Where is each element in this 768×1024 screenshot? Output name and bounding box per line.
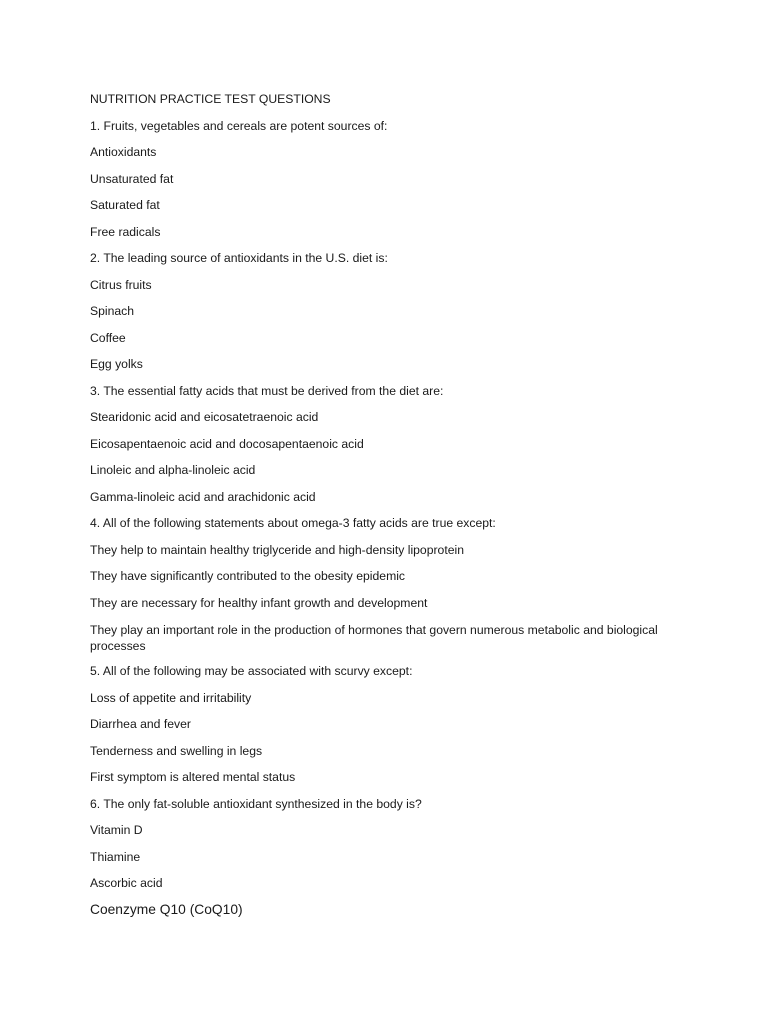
question-5-option-2: Diarrhea and fever xyxy=(90,717,191,731)
page-title: NUTRITION PRACTICE TEST QUESTIONS xyxy=(90,92,331,106)
question-1-option-3: Saturated fat xyxy=(90,198,160,212)
question-1-option-1: Antioxidants xyxy=(90,145,157,159)
question-1-option-4: Free radicals xyxy=(90,224,161,239)
question-2-option-1: Citrus fruits xyxy=(90,277,152,292)
question-5-option-3: Tenderness and swelling in legs xyxy=(90,743,263,758)
question-1-option-2: Unsaturated fat xyxy=(90,171,174,186)
question-2: 2. The leading source of antioxidants in the U.S. diet is: xyxy=(90,251,388,265)
question-6-option-3: Ascorbic acid xyxy=(90,876,163,890)
question-2-option-3: Coffee xyxy=(90,330,126,345)
question-5-option-4: First symptom is altered mental status xyxy=(90,770,296,784)
question-3-option-4: Gamma-linoleic acid and arachidonic acid xyxy=(90,489,316,504)
question-4-option-3: They are necessary for healthy infant growth and development xyxy=(90,595,428,610)
question-4-option-1: They help to maintain healthy triglyceride and high-density lipoprotein xyxy=(90,542,464,557)
question-5-option-1: Loss of appetite and irritability xyxy=(90,690,252,705)
document-page xyxy=(90,92,690,930)
question-1: 1. Fruits, vegetables and cereals are potent sources of: xyxy=(90,118,388,133)
question-6-option-4: Coenzyme Q10 (CoQ10) xyxy=(90,902,243,917)
question-3: 3. The essential fatty acids that must be derived from the diet are: xyxy=(90,383,444,398)
question-6-option-2: Thiamine xyxy=(90,849,141,864)
question-4-option-4: They play an important role in the production of hormones that govern numerous metabolic and biological processes xyxy=(90,623,658,653)
question-4-option-2: They have significantly contributed to the obesity epidemic xyxy=(90,569,406,583)
question-5: 5. All of the following may be associated with scurvy except: xyxy=(90,664,413,678)
question-2-option-4: Egg yolks xyxy=(90,357,143,371)
question-3-option-2: Eicosapentaenoic acid and docosapentaenoic acid xyxy=(90,436,364,451)
question-6: 6. The only fat-soluble antioxidant synthesized in the body is? xyxy=(90,796,422,811)
question-2-option-2: Spinach xyxy=(90,304,135,318)
question-3-option-1: Stearidonic acid and eicosatetraenoic acid xyxy=(90,410,319,424)
question-6-option-1: Vitamin D xyxy=(90,823,143,837)
question-4: 4. All of the following statements about omega-3 fatty acids are true except: xyxy=(90,516,496,530)
question-3-option-3: Linoleic and alpha-linoleic acid xyxy=(90,463,256,477)
